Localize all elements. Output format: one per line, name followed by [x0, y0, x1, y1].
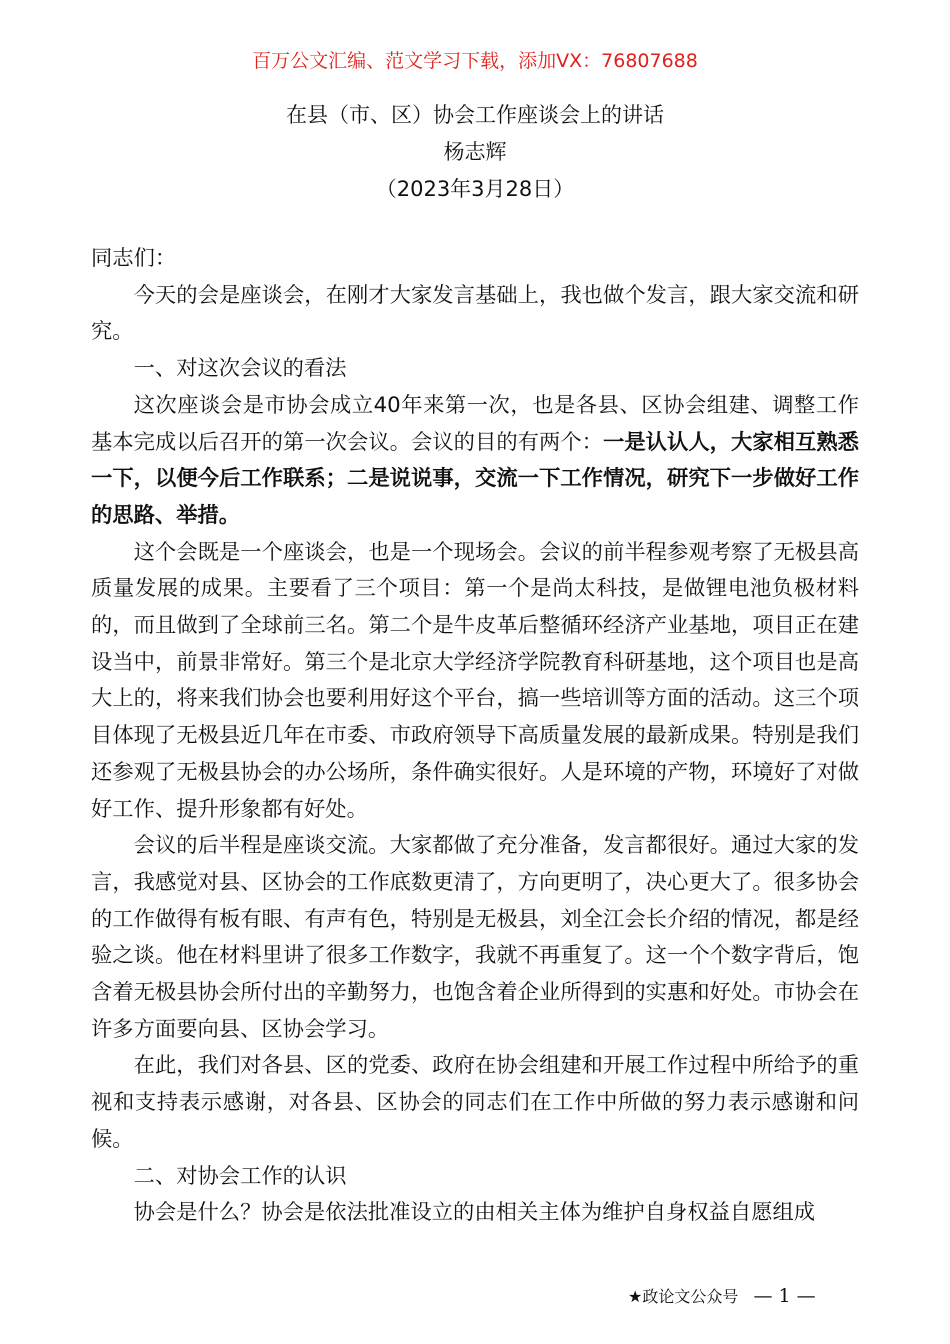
salutation: 同志们：: [91, 246, 177, 271]
download-banner: 百万公文汇编、范文学习下载，添加VX：76807688: [252, 50, 698, 72]
section-heading-2: 二、对协会工作的认识: [133, 1163, 347, 1189]
section-heading-1: 一、对这次会议的看法: [133, 356, 347, 382]
page-footer: [628, 1284, 816, 1307]
paragraph: 今天的会是座谈会，在刚才大家发言基础上，我也做个发言，跟大家交流和研究。: [91, 282, 859, 345]
paragraph: [91, 388, 859, 535]
page-number: — 1 —: [753, 1285, 816, 1307]
document-body: [91, 241, 859, 1232]
paragraph: 会议的后半程是座谈交流。大家都做了充分准备，发言都很好。通过大家的发言，我感觉对县、区协会的工作底数更清了，方向更明了，决心更大了。很多协会的工作做得有板有眼、有声有色，特别是无极县，刘全江会长介绍的情况，都是经验之谈。他在材料里讲了很多工作数字，我就不再重复了。这一个个数字背后，饱含着无极县协会所付出的辛勤努力，也饱含着企业所得到的实惠和好处。市协会在许多方面要向县、区协会学习。: [91, 833, 859, 1042]
paragraph: 这个会既是一个座谈会，也是一个现场会。会议的前半程参观考察了无极县高质量发展的成果。主要看了三个项目：第一个是尚太科技，是做锂电池负极材料的，而且做到了全球前三名。第二个是牛皮革后整循环经济产业基地，项目正在建设当中，前景非常好。第三个是北京大学经济学院教育科研基地，这个项目也是高大上的，将来我们协会也要利用好这个平台，搞一些培训等方面的活动。这三个项目体现了无极县近几年在市委、市政府领导下高质量发展的最新成果。特别是我们还参观了无极县协会的办公场所，条件确实很好。人是环境的产物，环境好了对做好工作、提升形象都有好处。: [91, 539, 859, 822]
paragraph: 协会是什么？协会是依法批准设立的由相关主体为维护自身权益自愿组成: [133, 1200, 816, 1226]
author: 杨志辉: [443, 140, 507, 164]
paragraph-text: 这次座谈会是市协会成立40年来第一次，也是各县、区协会组建、调整工作基本完成以后召开的第一次会议。会议的目的有两个：: [91, 392, 859, 455]
emphasized-text: 一是认认人，大家相互熟悉一下，以便今后工作联系；二是说说事，交流一下工作情况，研究下一步做好工作的思路、举措。: [91, 429, 859, 528]
paragraph: 在此，我们对各县、区的党委、政府在协会组建和开展工作过程中所给予的重视和支持表示感谢，对各县、区协会的同志们在工作中所做的努力表示感谢和问候。: [91, 1053, 859, 1152]
document-title: 在县（市、区）协会工作座谈会上的讲话: [286, 103, 664, 127]
date: （2023年3月28日）: [375, 177, 575, 201]
footer-source: ★政论文公众号: [628, 1287, 739, 1306]
